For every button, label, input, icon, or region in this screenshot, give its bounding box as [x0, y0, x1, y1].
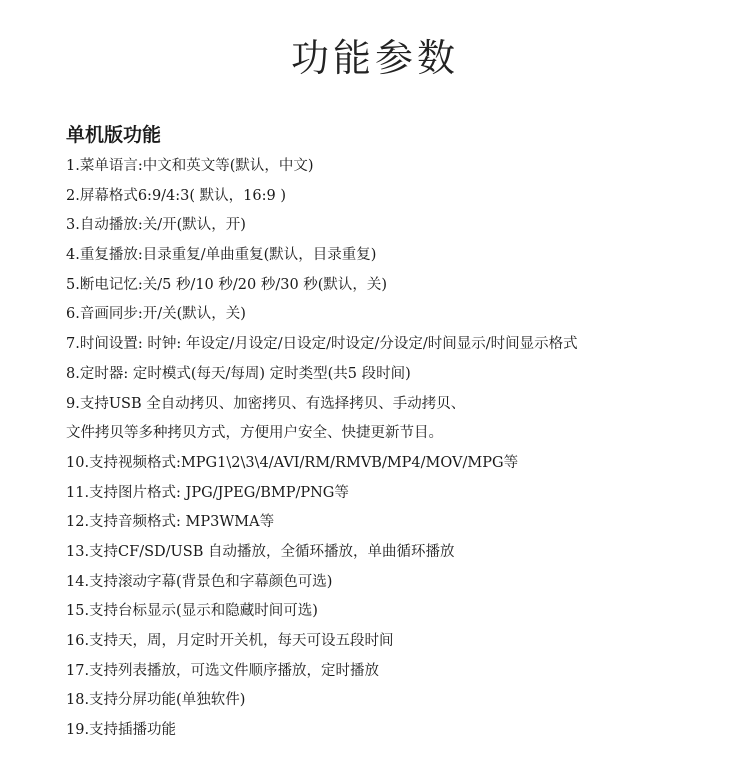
feature-item: 6.音画同步:开/关(默认，关): [66, 306, 246, 323]
feature-item: 10.支持视频格式:MPG1\2\3\4/AVI/RM/RMVB/MP4/MOV/MPG等: [66, 454, 519, 471]
feature-item: 1.菜单语言:中文和英文等(默认，中文): [66, 158, 314, 174]
feature-item: 13.支持CF/SD/USB 自动播放，全循环播放，单曲循环播放: [66, 543, 455, 560]
feature-item: 12.支持音频格式: MP3WMA等: [66, 514, 275, 531]
feature-item: 11.支持图片格式: JPG/JPEG/BMP/PNG等: [66, 484, 349, 501]
feature-item: 3.自动播放:关/开(默认，开): [66, 217, 246, 234]
feature-item: 9.支持USB 全自动拷贝、加密拷贝、有选择拷贝、手动拷贝、: [66, 395, 466, 412]
feature-item: 5.断电记忆:关/5 秒/10 秒/20 秒/30 秒(默认，关): [66, 276, 388, 293]
feature-item: 7.时间设置: 时钟: 年设定/月设定/日设定/时设定/分设定/时间显示/时间显示格式: [66, 336, 578, 353]
feature-item-continuation: 文件拷贝等多种拷贝方式，方便用户安全、快捷更新节目。: [66, 425, 443, 442]
feature-item: 15.支持台标显示(显示和隐藏时间可选): [66, 603, 318, 620]
section-heading: 单机版功能: [66, 124, 162, 146]
feature-item: 19.支持插播功能: [66, 722, 177, 739]
feature-item: 8.定时器: 定时模式(每天/每周) 定时类型(共5 段时间): [66, 365, 411, 382]
feature-item: 17.支持列表播放，可选文件顺序播放，定时播放: [66, 662, 380, 679]
feature-item: 14.支持滚动字幕(背景色和字幕颜色可选): [66, 573, 333, 590]
feature-list: [66, 152, 736, 746]
feature-item: 4.重复播放:目录重复/单曲重复(默认，目录重复): [66, 247, 377, 264]
page-title: 功能参数: [290, 36, 459, 80]
feature-item: 2.屏幕格式6:9/4:3( 默认，16:9 ): [66, 187, 286, 204]
feature-item: 16.支持天，周，月定时开关机，每天可设五段时间: [66, 633, 394, 649]
feature-item: 18.支持分屏功能(单独软件): [66, 692, 246, 709]
